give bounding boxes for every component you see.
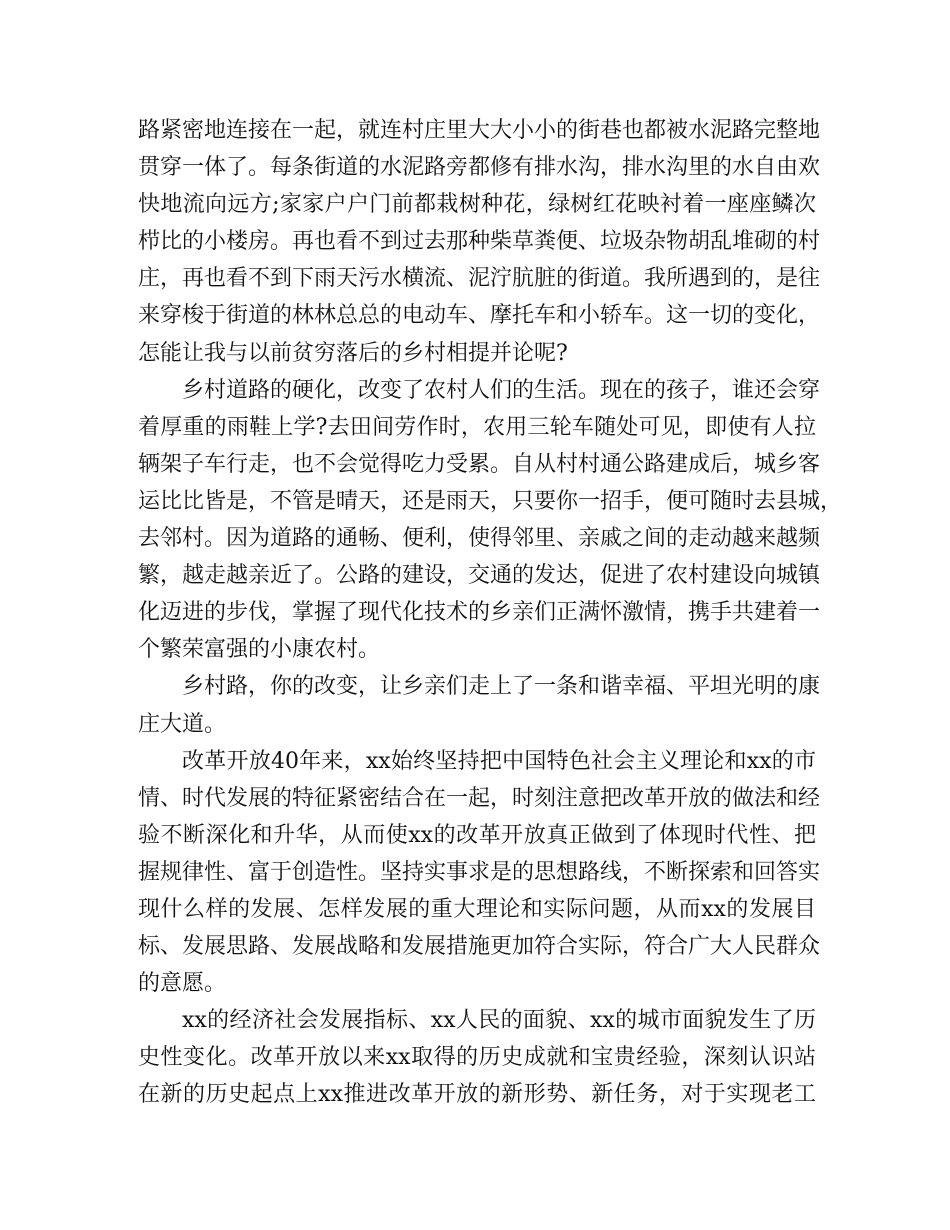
text-line: 的意愿。 [138,971,227,997]
paragraph [138,743,821,1003]
text-line: 验不断深化和升华，从而使xx的改革开放真正做到了体现时代性、把 [138,822,816,848]
paragraph [138,112,821,372]
text-line: 乡村路，你的改变，让乡亲们走上了一条和谐幸福、平坦光明的康 [182,674,821,700]
text-line: 运比比皆是，不管是晴天，还是雨天，只要你一招手，便可随时去县城， [138,488,843,514]
text-line: 贯穿一体了。每条街道的水泥路旁都修有排水沟，排水沟里的水自由欢 [138,155,821,181]
text-line: 史性变化。改革开放以来xx取得的历史成就和宝贵经验，深刻认识站 [138,1045,816,1071]
text-line: 情、时代发展的特征紧密结合在一起，时刻注意把改革开放的做法和经 [138,785,821,811]
text-line: 辆架子车行走，也不会觉得吃力受累。自从村村通公路建成后，城乡客 [138,451,821,477]
text-line: 现什么样的发展、怎样发展的重大理论和实际问题，从而xx的发展目 [138,896,816,922]
text-line: 化迈进的步伐，掌握了现代化技术的乡亲们正满怀激情，携手共建着一 [138,600,821,626]
text-line: 繁，越走越亲近了。公路的建设，交通的发达，促进了农村建设向城镇 [138,563,821,589]
text-line: 来穿梭于街道的林林总总的电动车、摩托车和小轿车。这一切的变化， [138,303,821,329]
text-line: 去邻村。因为道路的通畅、便利，使得邻里、亲戚之间的走动越来越频 [138,526,821,552]
text-line: 快地流向远方;家家户户门前都栽树种花，绿树红花映衬着一座座鳞次 [138,192,816,218]
text-line: 在新的历史起点上xx推进改革开放的新形势、新任务，对于实现老工 [138,1082,816,1108]
text-line: 标、发展思路、发展战略和发展措施更加符合实际，符合广大人民群众 [138,934,821,960]
text-line: 怎能让我与以前贫穷落后的乡村相提并论呢? [138,340,568,366]
document-body [138,112,843,1114]
text-line: 栉比的小楼房。再也看不到过去那种柴草粪便、垃圾杂物胡乱堆砌的村 [138,229,821,255]
text-line: 握规律性、富于创造性。坚持实事求是的思想路线，不断探索和回答实 [138,859,821,885]
text-line: 路紧密地连接在一起，就连村庄里大大小小的街巷也都被水泥路完整地 [138,118,821,143]
paragraph [138,1002,816,1113]
paragraph [138,668,821,742]
text-line: 庄，再也看不到下雨天污水横流、泥泞肮脏的街道。我所遇到的，是往 [138,266,821,292]
paragraph [138,372,843,669]
text-line: 乡村道路的硬化，改变了农村人们的生活。现在的孩子，谁还会穿 [182,377,821,403]
text-line: xx的经济社会发展指标、xx人民的面貌、xx的城市面貌发生了历 [182,1008,816,1034]
text-line: 着厚重的雨鞋上学?去田间劳作时，农用三轮车随处可见，即使有人拉 [138,414,816,440]
text-line: 改革开放40年来，xx始终坚持把中国特色社会主义理论和xx的市 [182,748,816,774]
text-line: 个繁荣富强的小康农村。 [138,637,381,663]
text-line: 庄大道。 [138,711,227,737]
